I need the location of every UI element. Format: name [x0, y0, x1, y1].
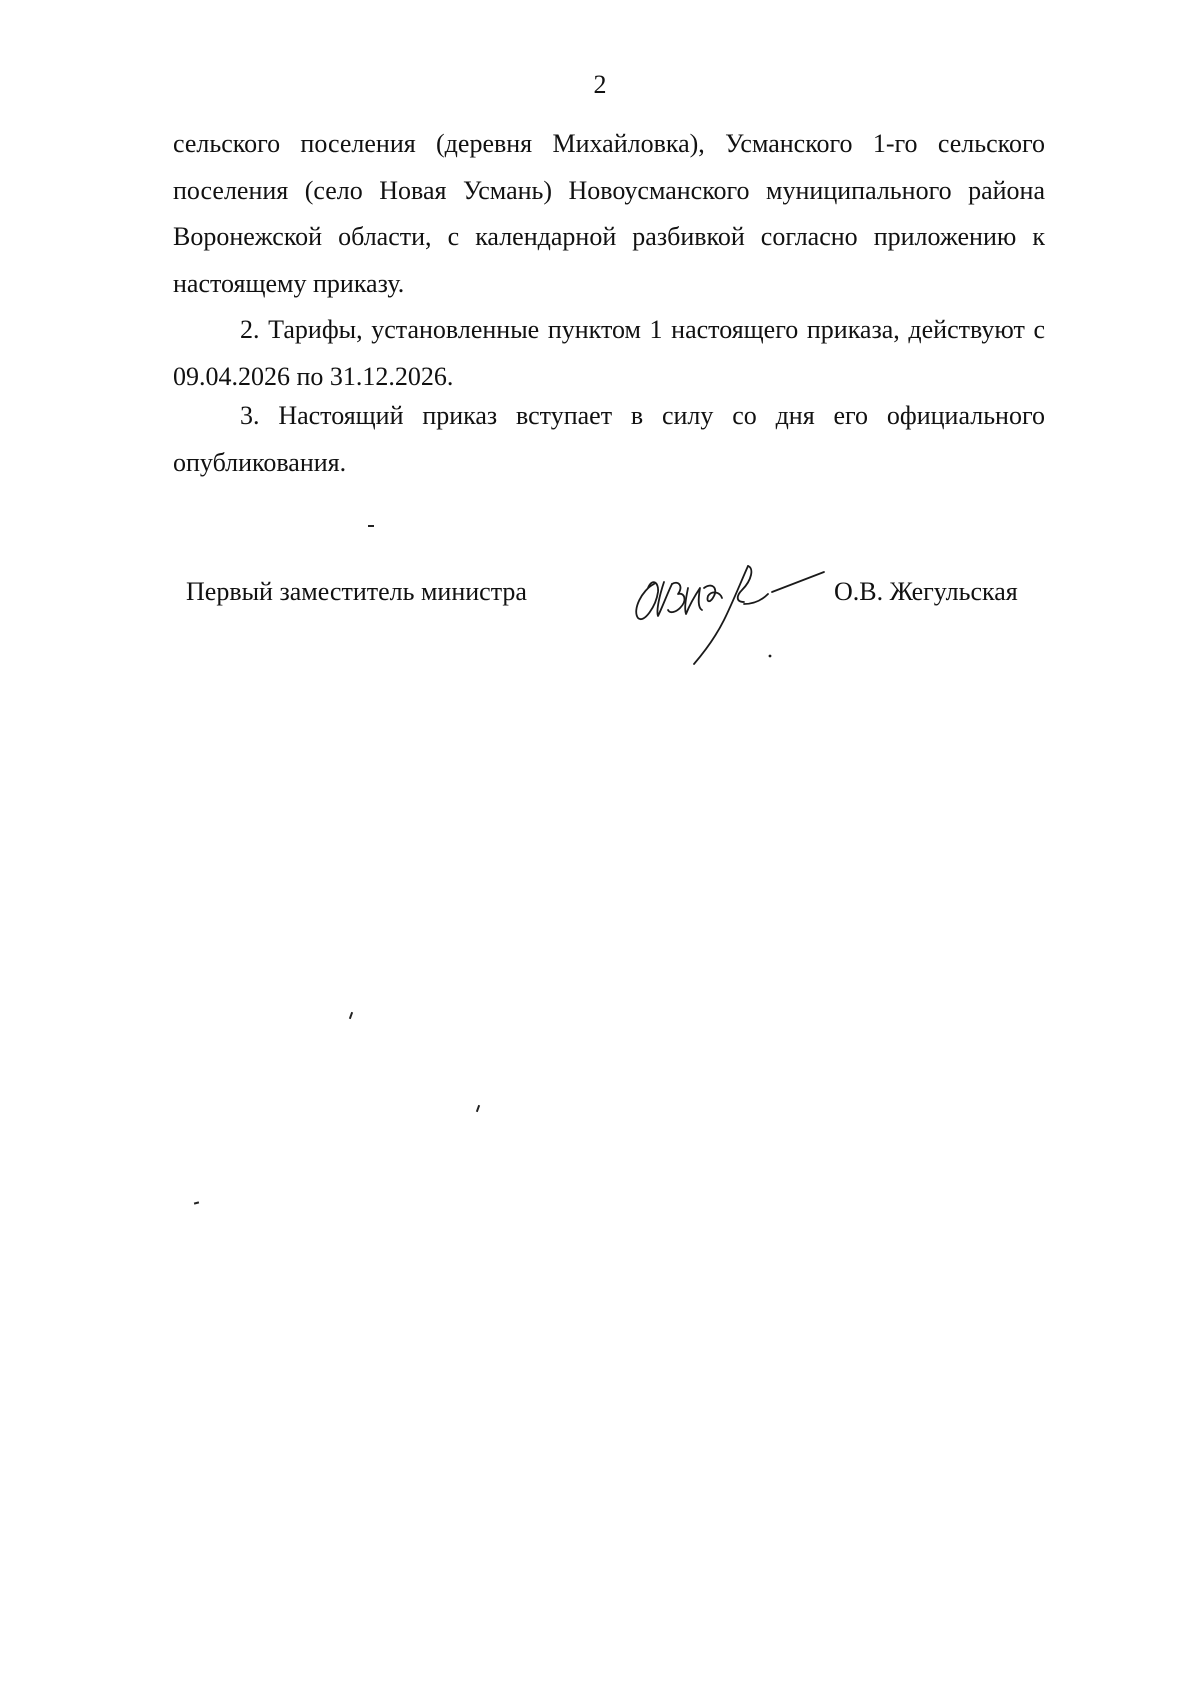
text-line: поселения (село Новая Усмань) Новоусманского муниципального района: [173, 175, 1045, 205]
text-line: 09.04.2026 по 31.12.2026.: [173, 361, 454, 391]
scan-artifact: [476, 1105, 480, 1112]
paragraph-continuation: [173, 121, 1045, 307]
text-line: 2. Тарифы, установленные пунктом 1 настоящего приказа, действуют с: [240, 315, 1045, 344]
handwritten-signature: [628, 558, 838, 668]
signatory-title: Первый заместитель министра: [186, 577, 527, 606]
text-line: Воронежской области, с календарной разбивкой согласно приложению к: [173, 222, 1045, 251]
paragraph-effective-date: [173, 393, 1045, 486]
text-line: сельского поселения (деревня Михайловка), Усманского 1-го сельского: [173, 129, 1045, 158]
scan-artifact: [349, 1012, 353, 1019]
page-number: 2: [593, 70, 607, 99]
text-line: 3. Настоящий приказ вступает в силу со дня его официального: [240, 401, 1045, 430]
paragraph-tariff-period: [173, 307, 1045, 400]
scan-artifact: [368, 525, 374, 527]
scan-artifact: [194, 1201, 199, 1204]
text-line: опубликования.: [173, 447, 347, 477]
text-line: настоящему приказу.: [173, 268, 405, 298]
signatory-name: О.В. Жегульская: [834, 577, 1018, 606]
